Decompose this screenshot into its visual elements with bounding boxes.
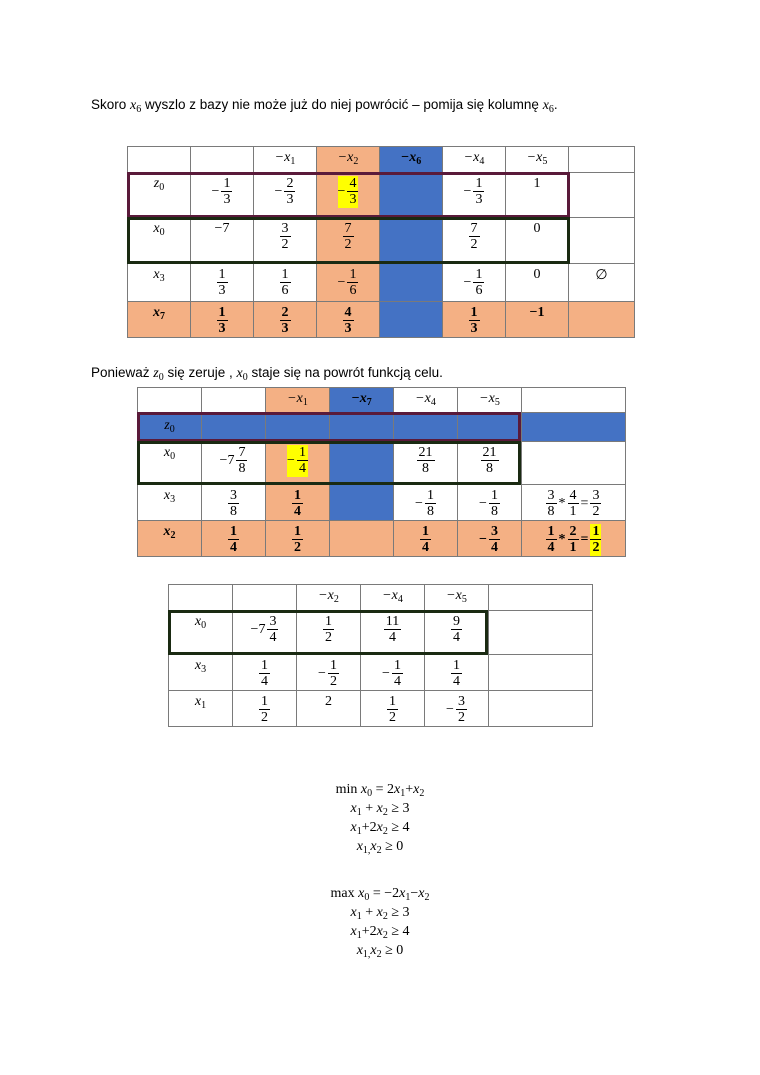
math-variable: $z_0$ <box>153 366 164 383</box>
constraint-line: $x_{1,}x_2 \ge 0$ <box>356 839 404 856</box>
constraint-line: $x_1+2x_2 \ge 4$ <box>350 820 410 837</box>
simplex-table-3 <box>168 584 593 727</box>
minimization-problem <box>0 780 760 856</box>
row-label: $x_0$ <box>128 218 191 264</box>
table-row-pivot: $x_2$ $\frac{1}{4}$ $\frac{1}{2}$ $\frac{1}{4}$ − $\frac{3}{4}$ $\frac{1}{4}$ * $\frac{2}{1}$ = $\frac{1}{2}$ <box>138 521 626 557</box>
row-label: $x_2$ <box>138 521 202 557</box>
objective-line: $\max x_0 = -2x_1-x_2$ <box>330 886 430 903</box>
simplex-table-2 <box>137 387 626 557</box>
column-header: $-x_2$ <box>297 585 361 611</box>
row-label: $x_3$ <box>169 655 233 691</box>
row-label: $x_3$ <box>138 485 202 521</box>
row-label: $x_1$ <box>169 690 233 726</box>
empty-set-symbol: ∅ <box>569 264 635 302</box>
table-header-row <box>169 585 593 611</box>
ratio-calculation: $\frac{3}{8}$ * $\frac{4}{1}$ = $\frac{3}{2}$ <box>522 485 626 521</box>
table-header-row <box>128 147 635 173</box>
table-row: $x_0$ −7 $\frac{7}{8}$ − $\frac{1}{4}$ $\frac{21}{8}$ $\frac{21}{8}$ <box>138 442 626 485</box>
row-label: $x_3$ <box>128 264 191 302</box>
ratio-calculation: $\frac{1}{4}$ * $\frac{2}{1}$ = $\frac{1}{2}$ <box>522 521 626 557</box>
table-row-pivot: $x_7$ $\frac{1}{3}$ $\frac{2}{3}$ $\frac{4}{3}$ $\frac{1}{3}$ −1 <box>128 302 635 338</box>
column-header: $-x_4$ <box>394 388 458 413</box>
row-label: $z_0$ <box>128 173 191 218</box>
row-label: $x_7$ <box>128 302 191 338</box>
table-row: $x_0$ −7 $\frac{3}{4}$ $\frac{1}{2}$ $\frac{11}{4}$ $\frac{9}{4}$ <box>169 611 593 655</box>
column-header-excluded: $-x_7$ <box>330 388 394 413</box>
math-variable: $x_6$ <box>542 98 554 115</box>
constraint-line: $x_1+2x_2 \ge 4$ <box>350 924 410 941</box>
paragraph-text: Skoro <box>91 97 131 112</box>
column-header: $-x_5$ <box>506 147 569 173</box>
column-header: $-x_4$ <box>361 585 425 611</box>
table-row: $x_3$ $\frac{3}{8}$ $\frac{1}{4}$ − $\frac{1}{8}$ − $\frac{1}{8}$ $\frac{3}{8}$ * $\frac{4}{1}$ = $\frac{3}{2}$ <box>138 485 626 521</box>
table-row: $x_0$ −7 $\frac{3}{2}$ $\frac{7}{2}$ $\frac{7}{2}$ 0 <box>128 218 635 264</box>
constraint-line: $x_1 + x_2 \ge 3$ <box>350 905 410 922</box>
column-header-pivot: $-x_2$ <box>317 147 380 173</box>
table-header-row <box>138 388 626 413</box>
column-header-excluded: $-x_6$ <box>380 147 443 173</box>
constraint-line: $x_1 + x_2 \ge 3$ <box>350 801 410 818</box>
table-row: $x_1$ $\frac{1}{2}$ 2 $\frac{1}{2}$ − $\frac{3}{2}$ <box>169 690 593 726</box>
simplex-table-1 <box>127 146 635 338</box>
objective-line: $\min x_0 = 2x_1+x_2$ <box>335 782 425 799</box>
row-label: $x_0$ <box>138 442 202 485</box>
row-label: $x_0$ <box>169 611 233 655</box>
maximization-problem <box>0 884 760 960</box>
column-header: $-x_5$ <box>458 388 522 413</box>
column-header: $-x_5$ <box>425 585 489 611</box>
paragraph-text: wyszlo z bazy nie może już do niej powrócić – pomija się kolumnę <box>141 97 543 112</box>
paragraph-intro: Skoro $x_6$ wyszlo z bazy nie może już do niej powrócić – pomija się kolumnę $x_6$. <box>91 97 558 115</box>
table-row-objective-zero <box>138 413 626 442</box>
pivot-cell: − $\frac{1}{4}$ <box>266 442 330 485</box>
math-variable: $x_0$ <box>236 366 248 383</box>
math-variable: $x_6$ <box>130 98 142 115</box>
paragraph-objective-switch: Ponieważ $z_0$ się zeruje , $x_0$ staje się na powrót funkcją celu. <box>91 365 443 383</box>
pivot-cell: − $\frac{4}{3}$ <box>317 173 380 218</box>
column-header: $-x_4$ <box>443 147 506 173</box>
column-header: $-x_1$ <box>254 147 317 173</box>
table-row: $x_3$ $\frac{1}{3}$ $\frac{1}{6}$ − $\frac{1}{6}$ − $\frac{1}{6}$ 0 ∅ <box>128 264 635 302</box>
table-row: $x_3$ $\frac{1}{4}$ − $\frac{1}{2}$ − $\frac{1}{4}$ $\frac{1}{4}$ <box>169 655 593 691</box>
constraint-line: $x_{1,}x_2 \ge 0$ <box>356 943 404 960</box>
column-header-pivot: $-x_1$ <box>266 388 330 413</box>
row-label: $z_0$ <box>138 413 202 442</box>
table-row: $z_0$ − $\frac{1}{3}$ − $\frac{2}{3}$ − $\frac{4}{3}$ − $\frac{1}{3}$ 1 <box>128 173 635 218</box>
